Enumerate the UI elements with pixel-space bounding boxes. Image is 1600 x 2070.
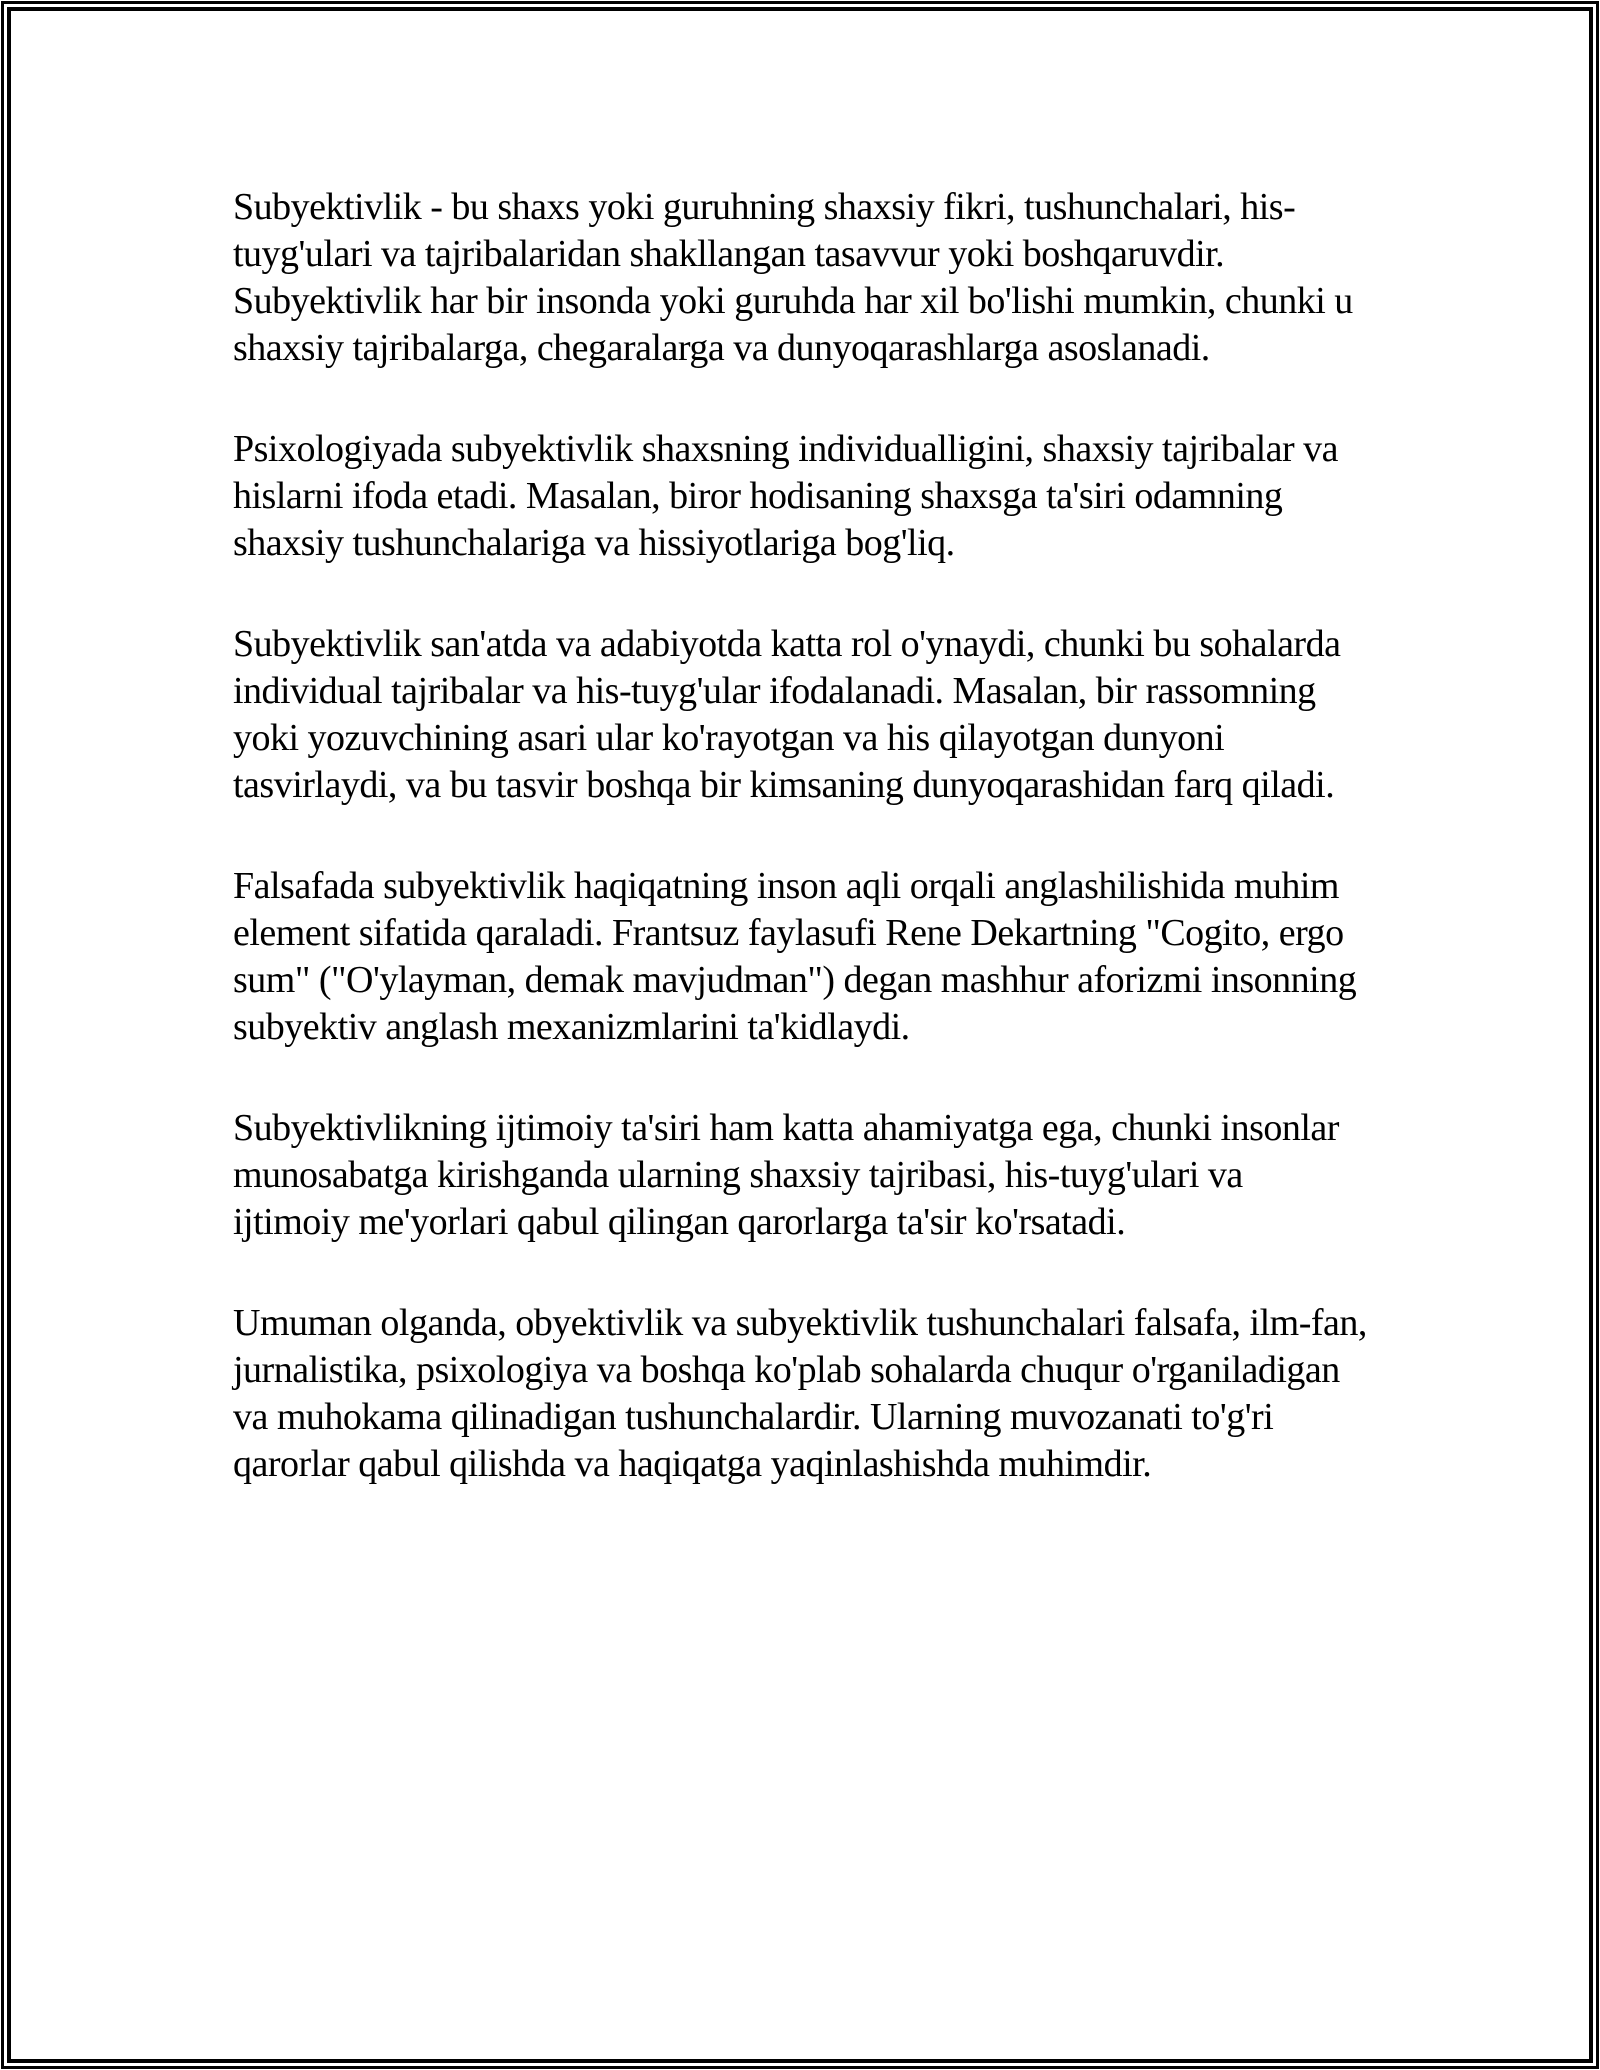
- paragraph-psixologiya: [233, 426, 1549, 567]
- paragraph-umuman-olganda: [233, 1300, 1549, 1488]
- text-line: Falsafada subyektivlik haqiqatning inson aqli orqali anglashilishida muhim: [233, 865, 1339, 907]
- text-line: yoki yozuvchining asari ular ko'rayotgan va his qilayotgan dunyoni: [233, 717, 1225, 759]
- text-line: subyektiv anglash mexanizmlarini ta'kidlaydi.: [233, 1006, 910, 1048]
- paragraph-subyektivlik-definition: [233, 184, 1549, 372]
- text-line: tasvirlaydi, va bu tasvir boshqa bir kimsaning dunyoqarashidan farq qiladi.: [233, 764, 1335, 806]
- text-line: va muhokama qilinadigan tushunchalardir. Ularning muvozanati to'g'ri: [233, 1396, 1274, 1438]
- text-line: sum" ("O'ylayman, demak mavjudman") degan mashhur aforizmi insonning: [233, 959, 1357, 1001]
- text-line: shaxsiy tushunchalariga va hissiyotlariga bog'liq.: [233, 522, 955, 564]
- page-content: [11, 11, 1589, 2059]
- text-line: element sifatida qaraladi. Frantsuz faylasufi Rene Dekartning "Cogito, ergo: [233, 912, 1344, 954]
- text-line: hislarni ifoda etadi. Masalan, biror hodisaning shaxsga ta'siri odamning: [233, 475, 1283, 517]
- paragraph-falsafa: [233, 863, 1549, 1051]
- text-line: tuyg'ulari va tajribalaridan shakllangan tasavvur yoki boshqaruvdir.: [233, 233, 1225, 275]
- text-line: jurnalistika, psixologiya va boshqa ko'plab sohalarda chuqur o'rganiladigan: [233, 1349, 1340, 1391]
- text-line: Subyektivlik - bu shaxs yoki guruhning shaxsiy fikri, tushunchalari, his-: [233, 186, 1296, 228]
- text-line: Subyektivlik san'atda va adabiyotda katta rol o'ynaydi, chunki bu sohalarda: [233, 623, 1341, 665]
- paragraph-ijtimoiy-tasir: [233, 1105, 1549, 1246]
- text-line: ijtimoiy me'yorlari qabul qilingan qarorlarga ta'sir ko'rsatadi.: [233, 1201, 1126, 1243]
- paragraph-sanat-adabiyot: [233, 621, 1549, 809]
- text-line: Umuman olganda, obyektivlik va subyektivlik tushunchalari falsafa, ilm-fan,: [233, 1302, 1367, 1344]
- text-line: munosabatga kirishganda ularning shaxsiy tajribasi, his-tuyg'ulari va: [233, 1154, 1243, 1196]
- text-line: qarorlar qabul qilishda va haqiqatga yaqinlashishda muhimdir.: [233, 1443, 1152, 1485]
- text-line: Psixologiyada subyektivlik shaxsning individualligini, shaxsiy tajribalar va: [233, 428, 1339, 470]
- text-line: individual tajribalar va his-tuyg'ular ifodalanadi. Masalan, bir rassomning: [233, 670, 1316, 712]
- text-line: shaxsiy tajribalarga, chegaralarga va dunyoqarashlarga asoslanadi.: [233, 327, 1210, 369]
- text-line: Subyektivlikning ijtimoiy ta'siri ham katta ahamiyatga ega, chunki insonlar: [233, 1107, 1339, 1149]
- text-line: Subyektivlik har bir insonda yoki guruhda har xil bo'lishi mumkin, chunki u: [233, 280, 1353, 322]
